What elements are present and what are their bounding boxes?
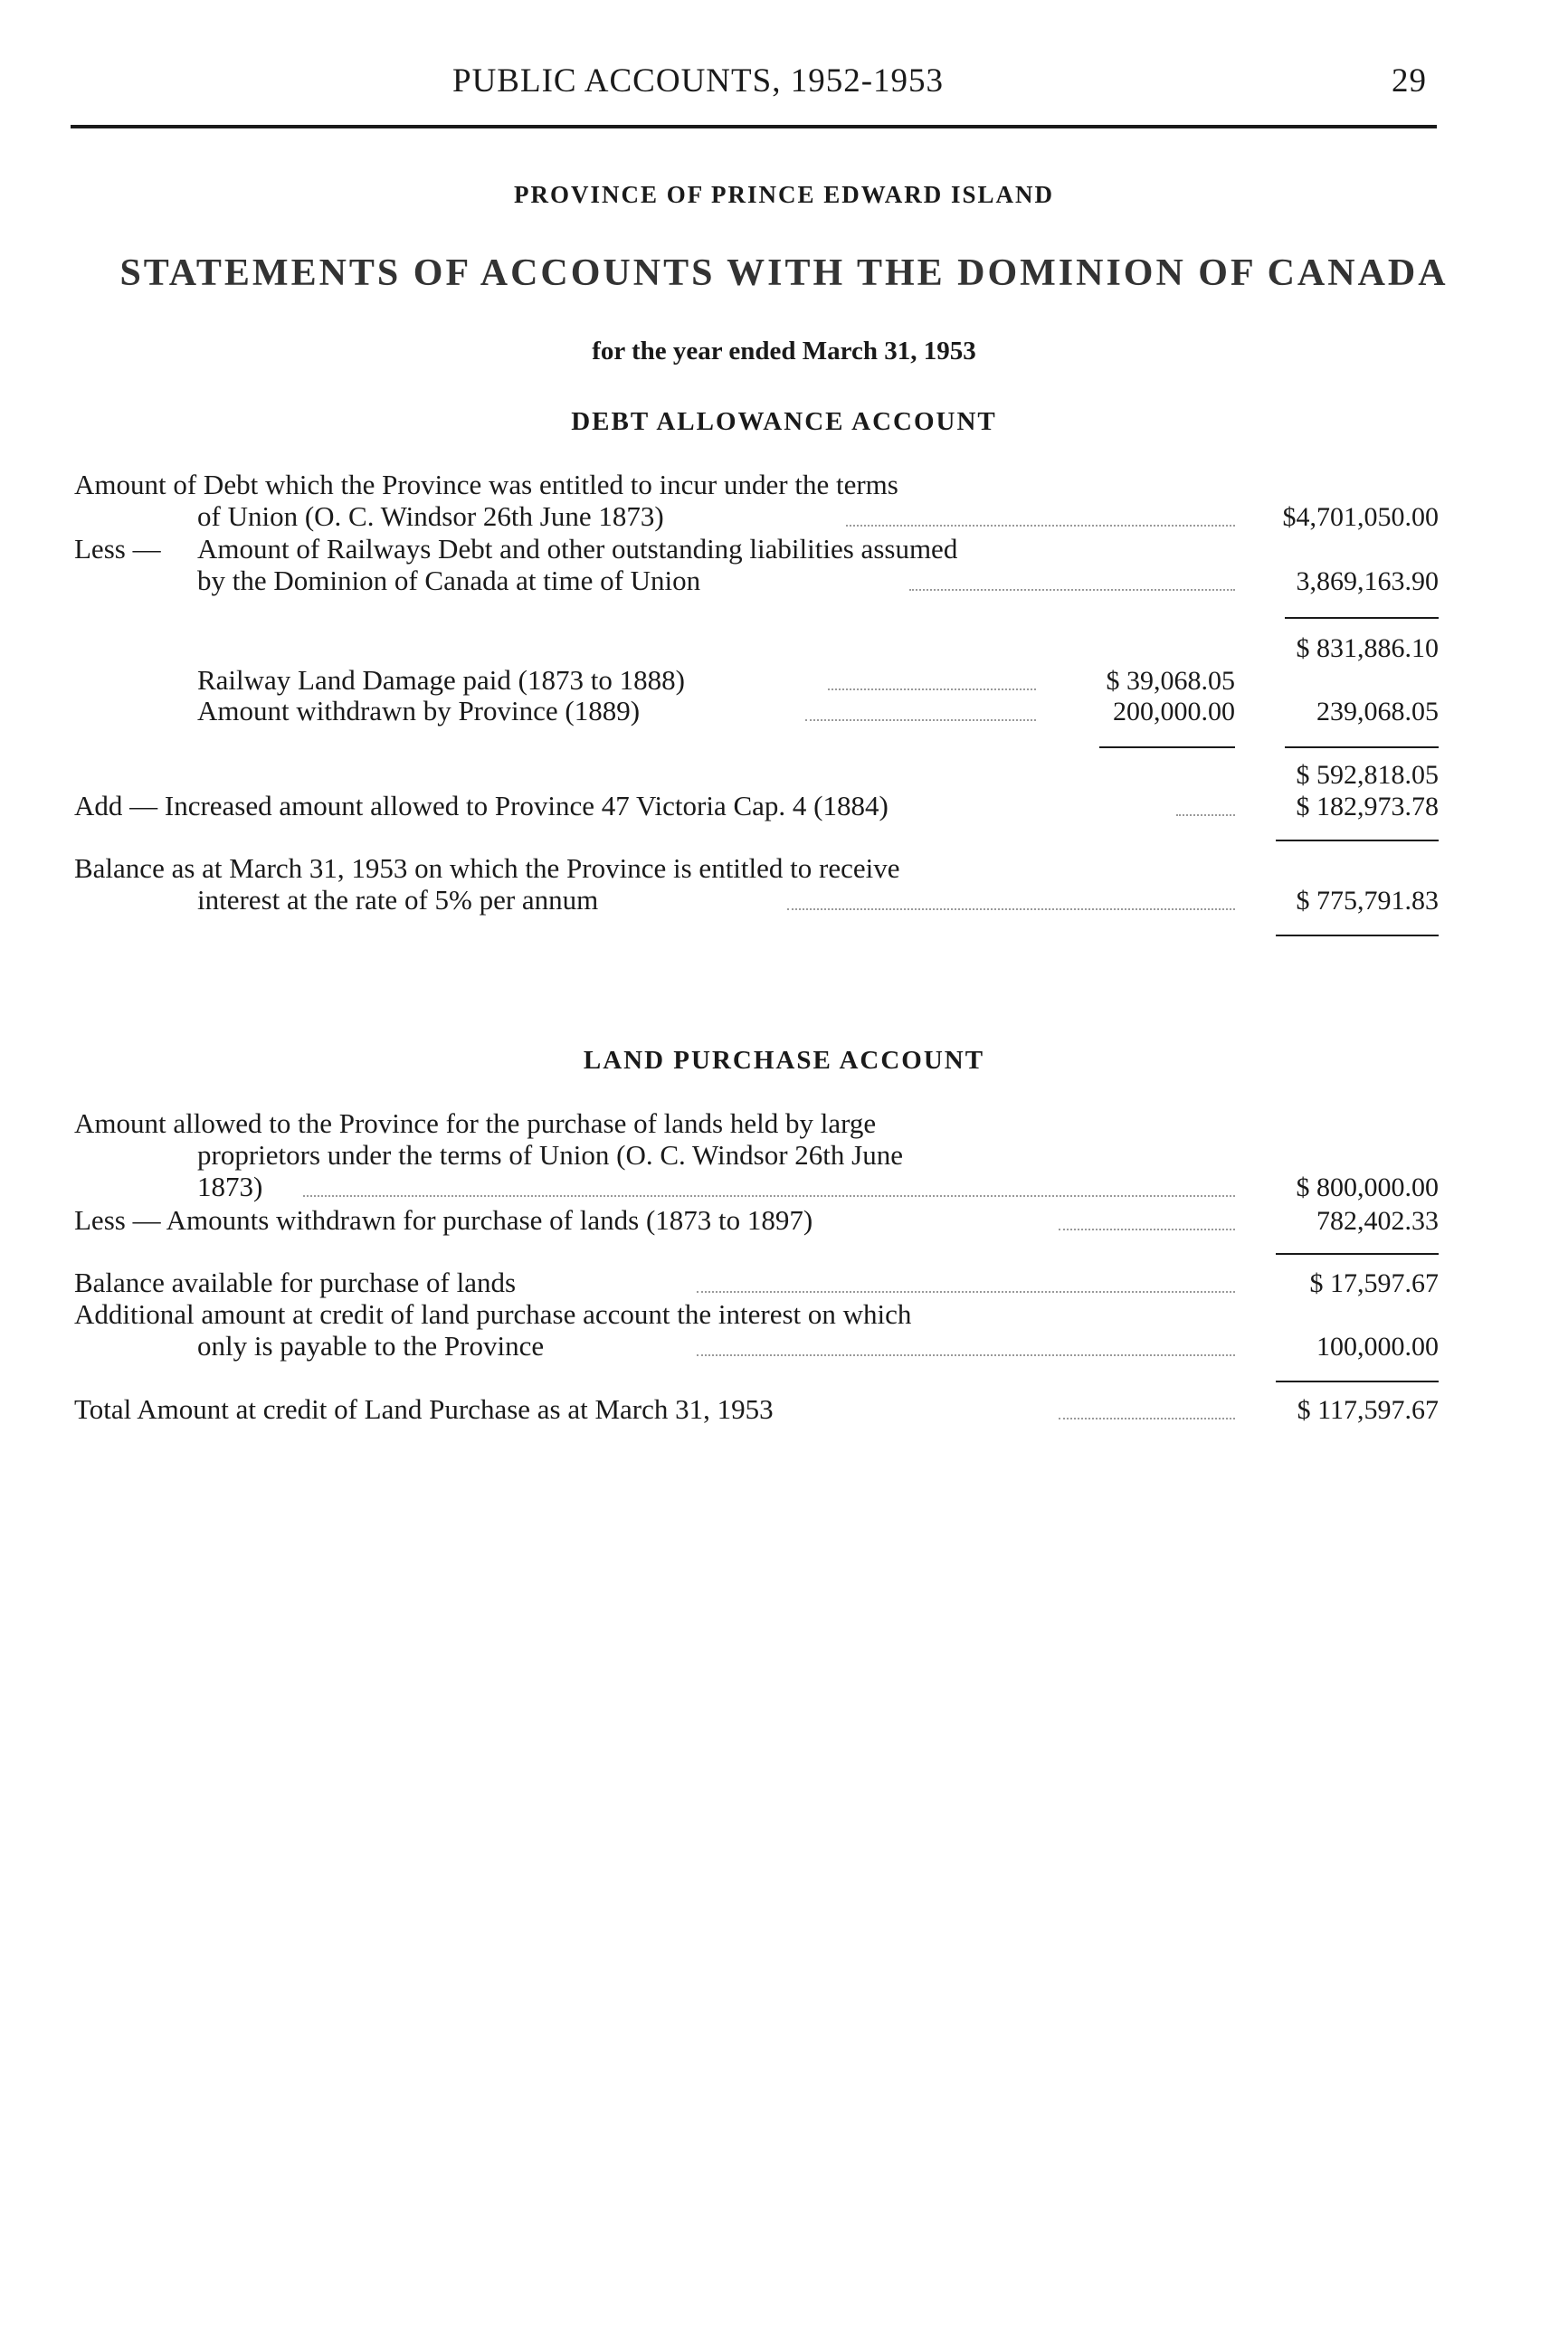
- balance-value: $ 775,791.83: [1296, 886, 1439, 916]
- debt-less-value: 3,869,163.90: [1296, 566, 1439, 596]
- debt-section-heading: DEBT ALLOWANCE ACCOUNT: [571, 407, 997, 436]
- land-less-value: 782,402.33: [1316, 1206, 1439, 1236]
- dot-leader: [846, 525, 1235, 527]
- debt-less-line1: Amount of Railways Debt and other outstanding liabilities assumed: [197, 533, 958, 565]
- debt-amount-line2: of Union (O. C. Windsor 26th June 1873): [197, 500, 664, 532]
- province-withdrawn-value: 200,000.00: [1113, 697, 1235, 726]
- page-number: 29: [1392, 62, 1427, 100]
- debt-less-prefix: Less —: [74, 533, 161, 565]
- land-total-value: $ 117,597.67: [1297, 1395, 1439, 1425]
- dot-leader: [303, 1195, 1235, 1197]
- land-less-label: Less — Amounts withdrawn for purchase of lands (1873 to 1897): [74, 1204, 813, 1236]
- land-total-label: Total Amount at credit of Land Purchase as at March 31, 1953: [74, 1393, 774, 1425]
- dot-leader: [1059, 1229, 1235, 1230]
- land-allowed-line1: Amount allowed to the Province for the purchase of lands held by large: [74, 1107, 877, 1139]
- debt-amount-value: $4,701,050.00: [1282, 502, 1439, 532]
- total-rule: [1099, 746, 1235, 748]
- land-additional-line2: only is payable to the Province: [197, 1330, 545, 1362]
- land-additional-line1: Additional amount at credit of land purchase account the interest on which: [74, 1298, 912, 1330]
- total-rule: [1285, 746, 1439, 748]
- railway-damage-label: Railway Land Damage paid (1873 to 1888): [197, 664, 685, 696]
- land-section-heading: LAND PURCHASE ACCOUNT: [583, 1046, 985, 1075]
- total-rule: [1285, 617, 1439, 619]
- dot-leader: [1059, 1418, 1235, 1419]
- add-increased-label: Add — Increased amount allowed to Province 47 Victoria Cap. 4 (1884): [74, 790, 889, 821]
- dot-leader: [828, 688, 1036, 690]
- land-allowed-line3: 1873): [197, 1171, 263, 1202]
- dot-leader: [909, 589, 1235, 591]
- total-rule: [1276, 935, 1439, 936]
- land-allowed-value: $ 800,000.00: [1296, 1172, 1439, 1202]
- province-heading: PROVINCE OF PRINCE EDWARD ISLAND: [513, 181, 1055, 208]
- balance-line2: interest at the rate of 5% per annum: [197, 884, 599, 916]
- debt-amount-line1: Amount of Debt which the Province was entitled to incur under the terms: [74, 469, 898, 500]
- dot-leader: [805, 719, 1036, 721]
- debt-less-line2: by the Dominion of Canada at time of Union: [197, 565, 701, 596]
- subtitle: for the year ended March 31, 1953: [592, 337, 976, 366]
- add-increased-value: $ 182,973.78: [1296, 792, 1439, 821]
- railway-damage-value: $ 39,068.05: [1106, 666, 1235, 696]
- dot-leader: [697, 1354, 1235, 1356]
- total-rule: [1276, 1253, 1439, 1255]
- total-rule: [1276, 1381, 1439, 1382]
- debt-subtotal2: $ 592,818.05: [1296, 760, 1439, 790]
- dot-leader: [697, 1291, 1235, 1293]
- dot-leader: [1176, 814, 1235, 816]
- land-balance-value: $ 17,597.67: [1309, 1268, 1439, 1298]
- province-withdrawn-total: 239,068.05: [1316, 697, 1439, 726]
- header-rule: [71, 125, 1437, 128]
- land-additional-value: 100,000.00: [1316, 1332, 1439, 1362]
- total-rule: [1276, 840, 1439, 841]
- debt-subtotal1: $ 831,886.10: [1296, 633, 1439, 663]
- province-withdrawn-label: Amount withdrawn by Province (1889): [197, 695, 641, 726]
- running-head-title: PUBLIC ACCOUNTS, 1952-1953: [452, 62, 945, 100]
- balance-line1: Balance as at March 31, 1953 on which the Province is entitled to receive: [74, 852, 900, 884]
- land-allowed-line2: proprietors under the terms of Union (O. C. Windsor 26th June: [197, 1139, 903, 1171]
- land-balance-label: Balance available for purchase of lands: [74, 1267, 517, 1298]
- dot-leader: [787, 908, 1235, 910]
- main-title: STATEMENTS OF ACCOUNTS WITH THE DOMINION OF CANADA: [119, 252, 1449, 294]
